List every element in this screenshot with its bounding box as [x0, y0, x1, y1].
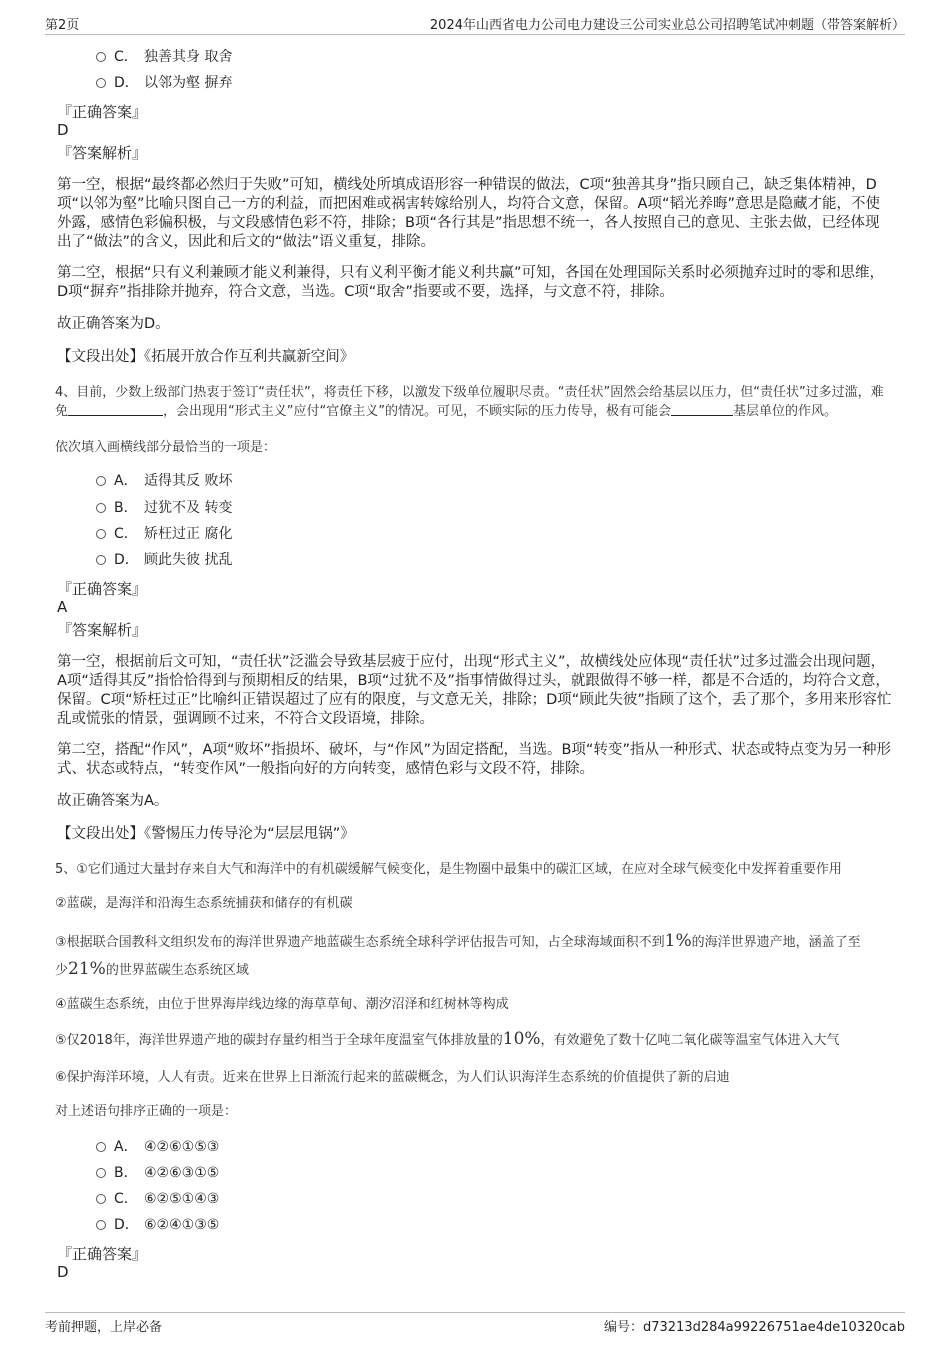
document-title: 2024年山西省电力公司电力建设三公司实业总公司招聘笔试冲刺题（带答案解析） [429, 18, 905, 33]
blank-2 [671, 403, 733, 416]
percent-2: 21% [68, 959, 106, 979]
percent-3: 10% [502, 1029, 541, 1049]
q5-prompt: 对上述语句排序正确的一项是： [55, 1104, 238, 1119]
radio-icon[interactable] [96, 78, 106, 88]
page-footer [45, 1312, 905, 1335]
radio-icon[interactable] [96, 555, 106, 565]
q5-sentence-5: ⑤仅2018年，海洋世界遗产地的碳封存量约相当于全球年度温室气体排放量的10%，有效避免了数十亿吨二氧化碳等温室气体进入大气 [55, 1029, 840, 1049]
q5-sentence-4: ④蓝碳生态系统，由位于世界海岸线边缘的海草草甸、潮汐沼泽和红树林等构成 [55, 997, 509, 1012]
q3-source: 【文段出处】《拓展开放合作互利共赢新空间》 [57, 349, 355, 365]
q5-sentence-3: ③根据联合国教科文组织发布的海洋世界遗产地蓝碳生态系统全球科学评估报告可知，占全球海域面积不到1%的海洋世界遗产地，涵盖了至 少21%的世界蓝碳生态系统区域 [55, 931, 861, 979]
q5-sentence-2: ②蓝碳，是海洋和沿海生态系统捕获和储存的有机碳 [55, 896, 353, 911]
radio-icon[interactable] [96, 1220, 106, 1230]
radio-icon[interactable] [96, 503, 106, 513]
q4-analysis-p2: 第二空，搭配“作风”，A项“败坏”指损坏、破坏，与“作风”为固定搭配，当选。B项“转变”指从一种形式、状态或特点变为另一种形式、状态或特点，“转变作风”一般指向好的方向转变，感情色彩与文段不符，排除。 [57, 742, 891, 777]
q3-option-c[interactable]: C． 独善其身 取舍 [96, 47, 232, 67]
radio-icon[interactable] [96, 476, 106, 486]
blank-1 [68, 403, 163, 416]
q3-answer-label: 『正确答案』 [57, 103, 148, 121]
radio-icon[interactable] [96, 529, 106, 539]
q4-option-d[interactable]: D． 顾此失彼 扰乱 [96, 550, 232, 570]
radio-icon[interactable] [96, 1142, 106, 1152]
q4-option-a[interactable]: A． 适得其反 败坏 [96, 471, 232, 491]
q4-analysis-p1: 第一空，根据前后文可知，“责任状”泛滥会导致基层疲于应付，出现“形式主义”，故横线处应体现“责任状”过多过滥会出现问题，A项“适得其反”指恰恰得到与预期相反的结果，B项“过犹不及”指事情做得过头，就跟做得不够一样，都是不合适的，均符合文意，保留。C项“矫枉过正”比喻纠正错误超过了应有的限度，与文意无关，排除；D项“顾此失彼”指顾了这个，丢了那个，多用来形容忙乱或慌张的情景，强调顾不过来，不符合文段语境，排除。 [57, 654, 892, 727]
q4-option-b[interactable]: B． 过犹不及 转变 [96, 498, 232, 518]
q4-analysis-p3: 故正确答案为A。 [57, 793, 169, 809]
q4-stem: 4、目前，少数上级部门热衷于签订“责任状”，将责任下移，以激发下级单位履职尽责。“责任状”固然会给基层以压力，但“责任状”过多过滥，难免 ，会出现用“形式主义”应付“官僚主义”的情况。可见，不顾实际的压力传导，极有可能会 基层单位的作风。 [55, 385, 884, 419]
percent-1: 1% [664, 931, 692, 951]
q4-option-c[interactable]: C． 矫枉过正 腐化 [96, 524, 232, 544]
radio-icon[interactable] [96, 52, 106, 62]
footer-slogan: 考前押题，上岸必备 [45, 1320, 163, 1335]
q4-answer-label: 『正确答案』 [57, 580, 148, 598]
radio-icon[interactable] [96, 1168, 106, 1178]
radio-icon[interactable] [96, 1194, 106, 1204]
q4-answer: A [57, 598, 68, 616]
document-code: 编号：d73213d284a99226751ae4de10320cab [603, 1320, 905, 1335]
q3-analysis-p3: 故正确答案为D。 [57, 316, 170, 332]
q5-sentence-6: ⑥保护海洋环境，人人有责。近来在世界上日渐流行起来的蓝碳概念，为人们认识海洋生态系统的价值提供了新的启迪 [55, 1070, 730, 1085]
q3-answer: D [57, 121, 69, 139]
q4-source: 【文段出处】《警惕压力传导沦为“层层甩锅”》 [57, 826, 355, 842]
q3-analysis-p2: 第二空，根据“只有义利兼顾才能义利兼得，只有义利平衡才能义利共赢”可知，各国在处理国际关系时必须抛弃过时的零和思维，D项“摒弃”指排除并抛弃，符合文意，当选。C项“取舍”指要或不要，选择，与文意不符，排除。 [57, 265, 885, 300]
q3-analysis-label: 『答案解析』 [57, 144, 148, 162]
q5-option-b[interactable]: B． ④②⑥③①⑤ [96, 1163, 219, 1183]
q5-option-c[interactable]: C． ⑥②⑤①④③ [96, 1189, 219, 1209]
q3-analysis-p1: 第一空，根据“最终都必然归于失败”可知，横线处所填成语形容一种错误的做法，C项“独善其身”指只顾自己，缺乏集体精神，D项“以邻为壑”比喻只图自己一方的利益，而把困难或祸害转嫁给别人，均符合文意，保留。A项“韬光养晦”意思是隐藏才能，不使外露，感情色彩偏积极，与文段感情色彩不符，排除；B项“各行其是”指思想不统一，各人按照自己的意见、主张去做，已经体现出了“做法”的含义，因此和后文的“做法”语义重复，排除。 [57, 177, 880, 250]
page-header [45, 12, 905, 35]
q4-prompt: 依次填入画横线部分最恰当的一项是： [55, 440, 277, 455]
q5-answer-label: 『正确答案』 [57, 1245, 148, 1263]
q5-option-a[interactable]: A． ④②⑥①⑤③ [96, 1137, 219, 1157]
q5-answer: D [57, 1263, 69, 1281]
q5-option-d[interactable]: D． ⑥②④①③⑤ [96, 1215, 219, 1235]
q3-option-d[interactable]: D． 以邻为壑 摒弃 [96, 73, 232, 93]
q5-sentence-1: 5、①它们通过大量封存来自大气和海洋中的有机碳缓解气候变化，是生物圈中最集中的碳汇区域，在应对全球气候变化中发挥着重要作用 [55, 862, 842, 877]
page-number: 第2页 [45, 18, 80, 33]
q4-analysis-label: 『答案解析』 [57, 621, 148, 639]
